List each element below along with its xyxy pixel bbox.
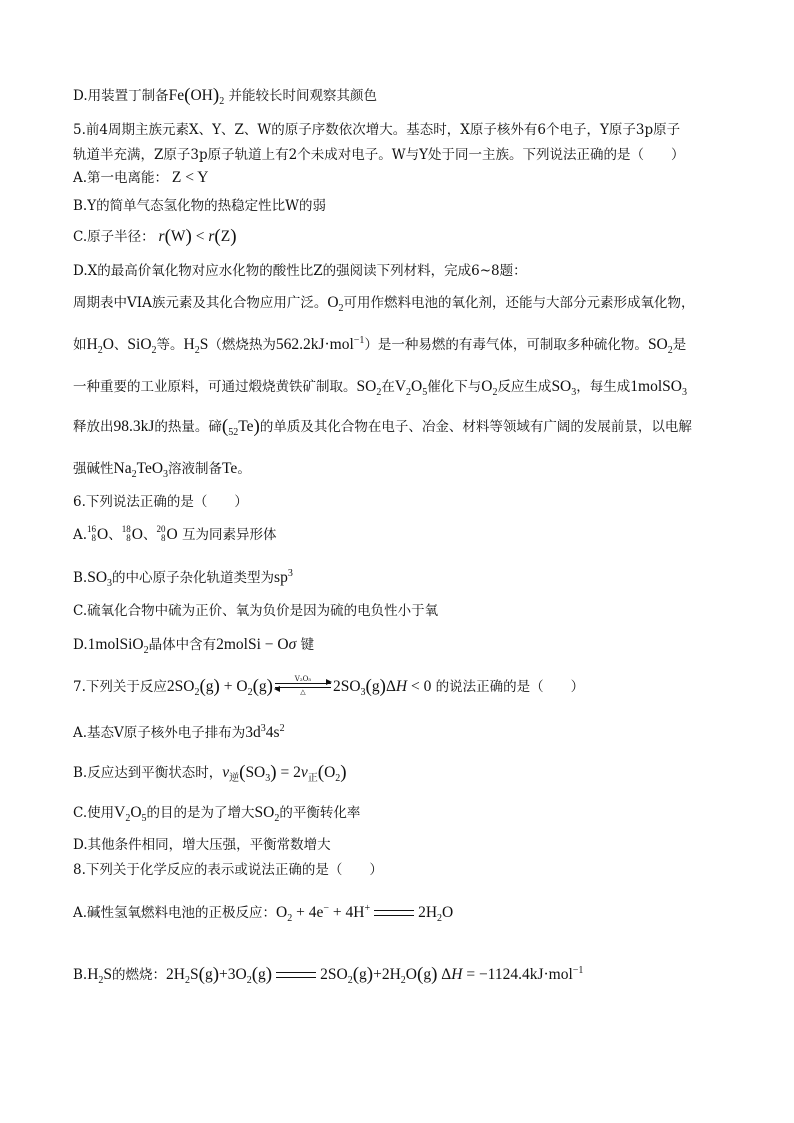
material-line4: 释放出98.3kJ的热量。碲$(_{52}Te)$的单质及其化合物在电子、冶金、材料等领域有广阔的发展前景，以电解 (73, 416, 692, 439)
q7-option-d: D.其他条件相同，增大压强，平衡常数增大 (73, 837, 331, 853)
q5-option-a: A.第一电离能： Z < Y (73, 169, 209, 186)
q7-option-c: C.使用$V_2O_5$的目的是为了增大$SO_2$的平衡转化率 (73, 804, 361, 825)
q6-stem: 6.下列说法正确的是（ ） (73, 494, 248, 510)
q7-stem: 7.下列关于反应$2SO_2(g) + O_2(g)$ V₂O₅ △ $2SO_3(g)\Delta H < 0$ 的说法正确的是（ ） (73, 675, 585, 699)
q5-stem-line2: 轨道半充满，Z原子3p原子轨道上有2个未成对电子。W与Y处于同一主族。下列说法正确的是（ ） (73, 147, 685, 163)
q7-option-a: A.基态V原子核外电子排布为$3d^34s^2$ (73, 722, 285, 741)
material-line5: 强碱性$Na_2TeO_3$溶液制备Te。 (73, 460, 251, 481)
material-line3: 一种重要的工业原料，可通过煅烧黄铁矿制取。$SO_2$在$V_2O_5$催化下与$O_2$反应生成$SO_3$，每生成1molSO$_3$ (73, 378, 687, 399)
q6-option-c: C.硫氧化合物中硫为正价、氧为负价是因为硫的电负性小于氧 (73, 603, 439, 619)
q7-option-b: B.反应达到平衡状态时，$v_逆(SO_3) = 2v_正(O_2)$ (73, 762, 347, 785)
q6-option-d: D.1molSiO$_2$晶体中含有2molSi − Oσ 键 (73, 636, 315, 657)
q8-option-b: $B.H_2S$的燃烧：$2H_2S(g)+3O_2(g)$ $2SO_2(g)+2H_2O(g) \Delta H = -1124.4kJ\cdot mol^{-1}$ (73, 964, 584, 987)
q4-option-d: D.用装置丁制备$Fe(OH)_2$ 并能较长时间观察其颜色 (73, 85, 377, 108)
q8-stem: 8.下列关于化学反应的表示或说法正确的是（ ） (73, 862, 383, 878)
q6-option-a: A. 16 8 O、 18 8 O、 20 8 O 互为同素异形体 (73, 524, 277, 544)
material-line1: 周期表中VIA族元素及其化合物应用广泛。$O_2$可用作燃料电池的氧化剂，还能与大部分元素形成氧化物， (73, 294, 695, 315)
q6-option-b: $B.SO_3$的中心原子杂化轨道类型为$sp^3$ (73, 567, 293, 590)
material-line2: 如$H_2O$、SiO$_2$等。$H_2S$（燃烧热为562.2kJ·mol$^{-1}$）是一种易燃的有毒气体，可制取多种硫化物。$SO_2$是 (73, 334, 687, 357)
q5-option-d: D.X的最高价氧化物对应水化物的酸性比Z的强阅读下列材料，完成6~8题： (73, 263, 527, 279)
q5-stem-line1: 5.前4周期主族元素X、Y、Z、W的原子序数依次增大。基态时，X原子核外有6个电子，Y原子3p原子 (73, 122, 681, 138)
q5-option-b: B.Y的简单气态氢化物的热稳定性比W的弱 (73, 198, 326, 214)
q8-option-a: A.碱性氢氧燃料电池的正极反应：$O_2 + 4e^- + 4H^+$ $2H_2O$ (73, 902, 454, 925)
equilibrium-arrow: V₂O₅ △ (275, 675, 331, 696)
q5-option-c: C.原子半径： r(W) < r(Z) (73, 226, 237, 247)
